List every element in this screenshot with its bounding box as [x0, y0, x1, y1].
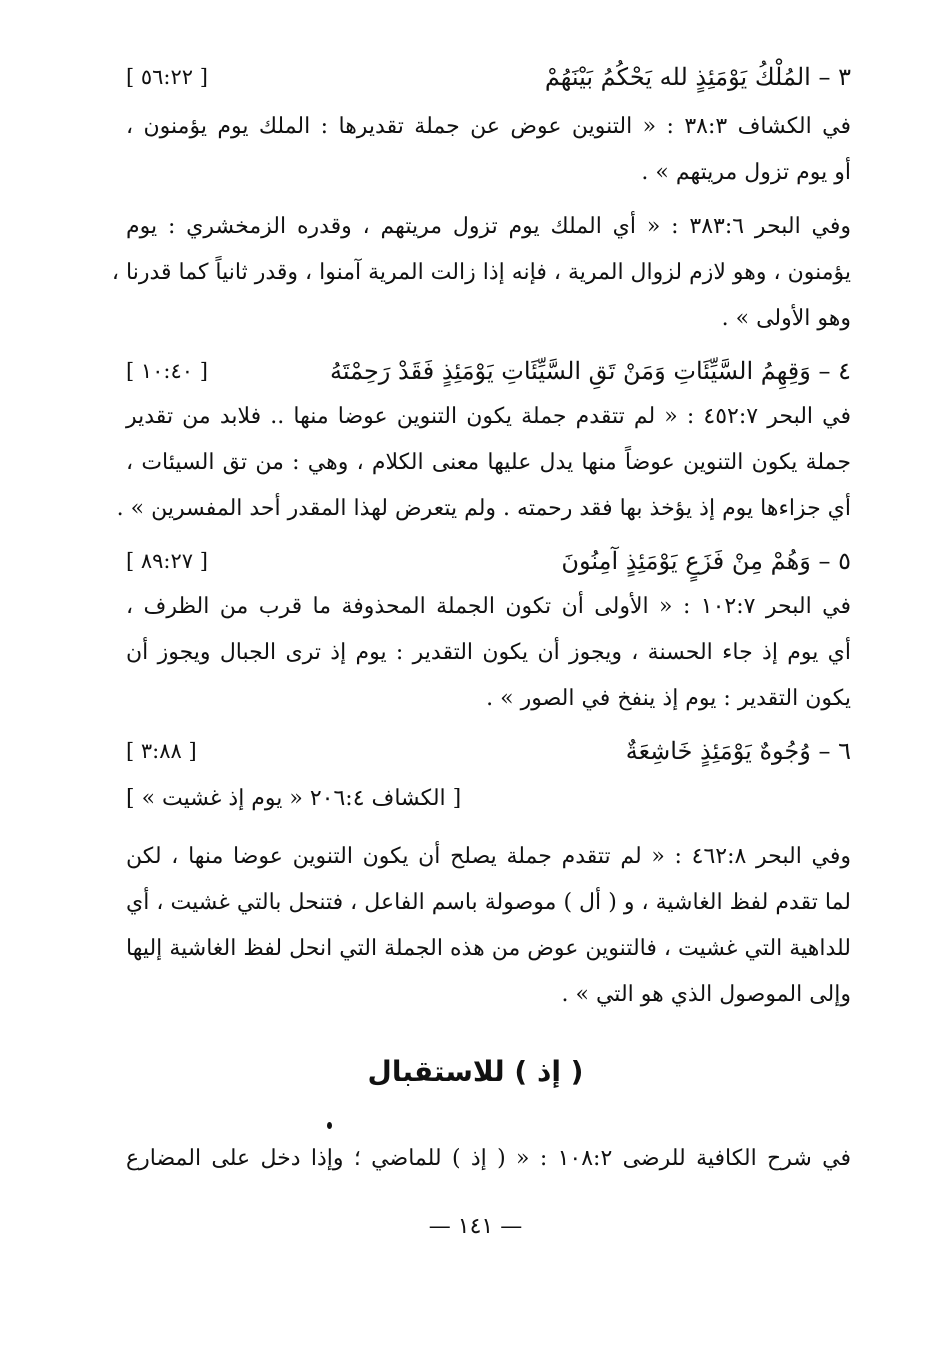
page-number: — ١٤١ —	[428, 1214, 523, 1239]
verse-4	[126, 354, 851, 388]
verse-text: ٦ – وُجُوهٌ يَوْمَئِذٍ خَاشِعَةٌ	[625, 737, 851, 765]
verse-text: ٤ – وَقِهِمُ السَّيِّئَاتِ وَمَنْ تَقِ السَّيِّئَاتِ يَوْمَئِذٍ فَقَدْ رَحِمْتَهُ	[329, 357, 851, 385]
verse-text: ٣ – المُلْكُ يَوْمَئِذٍ لله يَحْكُمُ بَيْنَهُمْ	[544, 63, 851, 91]
text-line: يكون التقدير : يوم إذ ينفخ في الصور » .	[486, 686, 851, 711]
text-line: أو يوم تزول مريتهم » .	[641, 160, 851, 185]
text-line: وإلى الموصول الذي هو التي » .	[561, 982, 851, 1007]
ink-dot	[327, 1122, 332, 1129]
text-line: وفي البحر ٣٨٣:٦ : « أي الملك يوم تزول مريتهم ، وقدره الزمخشري : يوم	[126, 214, 851, 239]
text-line: للداهية التي غشيت ، فالتنوين عوض من هذه الجملة التي انحل لفظ الغاشية إليها	[126, 936, 851, 961]
text-line: في شرح الكافية للرضى ١٠٨:٢ : « ( إذ ) للماضي ؛ وإذا دخل على المضارع	[126, 1146, 851, 1171]
verse-text: ٥ – وَهُمْ مِنْ فَزَعٍ يَوْمَئِذٍ آمِنُونَ	[561, 547, 851, 575]
text-line: وهو الأولى » .	[721, 306, 851, 331]
text-line: جملة يكون التنوين عوضاً منها يدل عليها معنى الكلام ، وهي : من تق السيئات ،	[126, 450, 851, 475]
kashaf-note: [ الكشاف ٢٠٦:٤ « يوم إذ غشيت » ]	[126, 786, 462, 811]
verse-reference: [ ٥٦:٢٢ ]	[126, 65, 208, 89]
text-line: في البحر ٤٥٢:٧ : « لم تتقدم جملة يكون التنوين عوضا منها .. فلابد من تقدير	[126, 404, 851, 429]
text-line: أي يوم إذ جاء الحسنة ، ويجوز أن يكون التقدير : يوم إذ ترى الجبال ويجوز أن	[126, 640, 851, 665]
text-line: في الكشاف ٣٨:٣ : « التنوين عوض عن جملة تقديرها : الملك يوم يؤمنون ،	[126, 114, 851, 139]
verse-reference: [ ٨٩:٢٧ ]	[126, 549, 208, 573]
verse-reference: [ ١٠:٤٠ ]	[126, 359, 208, 383]
verse-5	[126, 544, 851, 578]
text-line: لما تقدم لفظ الغاشية ، و ( أل ) موصولة باسم الفاعل ، فتنحل بالتي غشيت ، أي	[126, 890, 851, 915]
text-line: في البحر ١٠٢:٧ : « الأولى أن تكون الجملة المحذوفة ما قرب من الظرف ،	[126, 594, 851, 619]
text-line: أي جزاءها يوم إذ يؤخذ بها فقد رحمته . ولم يتعرض لهذا المقدر أحد المفسرين » .	[116, 496, 851, 521]
verse-6	[126, 734, 851, 768]
verse-reference: [ ٣:٨٨ ]	[126, 739, 197, 763]
text-line: وفي البحر ٤٦٢:٨ : « لم تتقدم جملة يصلح أن يكون التنوين عوضا منها ، لكن	[126, 844, 851, 869]
text-line: يؤمنون ، وهو لازم لزوال المرية ، فإنه إذا زالت المرية آمنوا ، وقدر ثانياً كما قدرنا ،	[111, 260, 851, 285]
section-heading: ( إذ ) للاستقبال	[367, 1055, 584, 1088]
verse-3	[126, 60, 851, 94]
